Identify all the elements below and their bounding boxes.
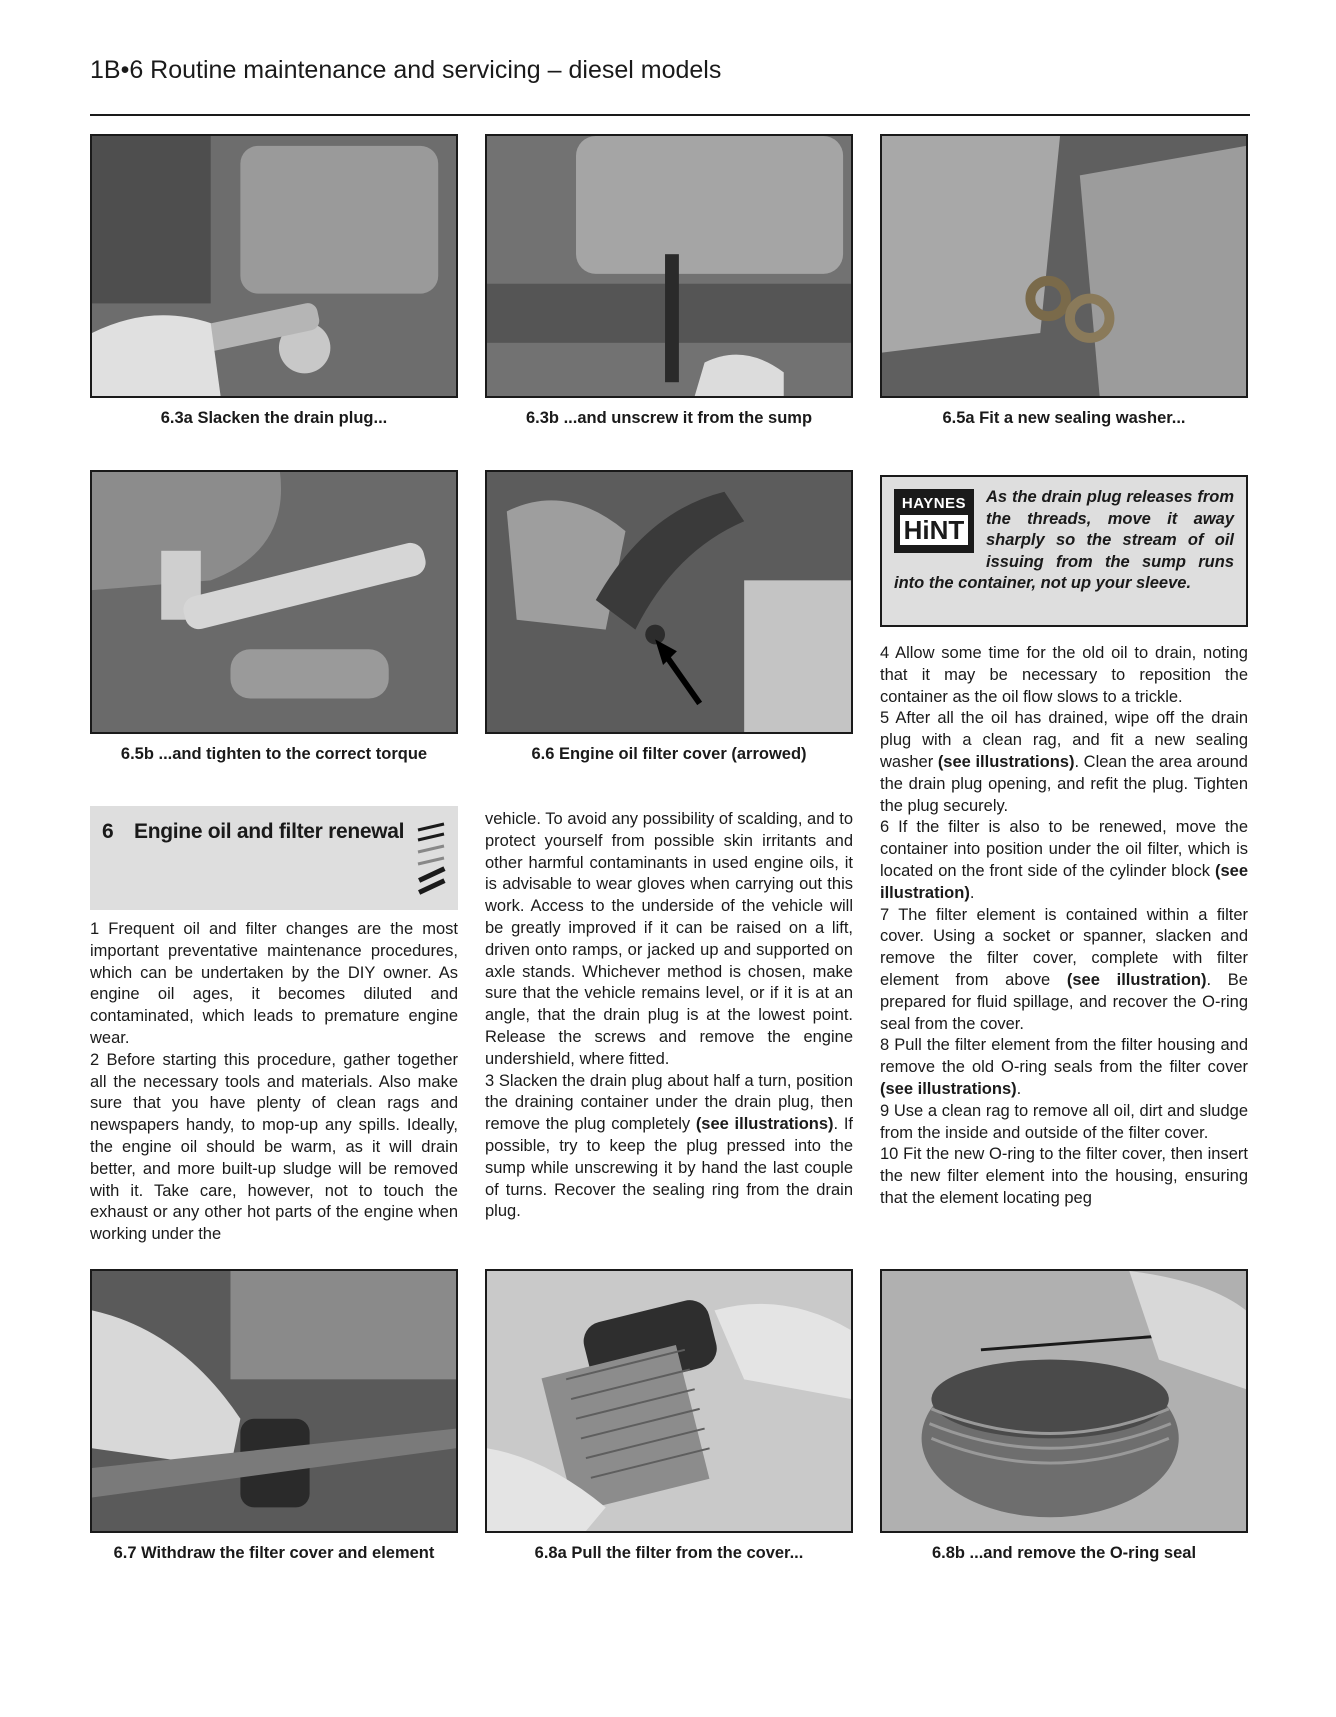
paragraph-8-text-end: . bbox=[1016, 1079, 1022, 1098]
haynes-hint-box bbox=[880, 475, 1248, 627]
caption-6-7: 6.7 Withdraw the filter cover and element bbox=[113, 1544, 435, 1562]
paragraph-3-text: 3 Slacken the drain plug about half a turn, position the draining container under the drain plug, then remove the plug completely bbox=[485, 1071, 853, 1134]
paragraph-8-text: 8 Pull the filter element from the filter housing and remove the old O-ring seals from the filter cover bbox=[880, 1036, 1248, 1077]
photo-6-3a bbox=[90, 134, 458, 398]
paragraph-7-text: 7 The filter element is contained within a filter cover. Using a socket or spanner, slacken and remove the filter cover, complete with filter element from above bbox=[880, 905, 1248, 989]
header-rule bbox=[90, 114, 1250, 116]
paragraph-8 bbox=[880, 1035, 1248, 1100]
paragraph-1: 1 Frequent oil and filter changes are the most important preventative maintenance procedures, which can be undertaken by the DIY owner. As engine oil ages, it becomes diluted and contaminated, which leads to premature engine wear. bbox=[90, 920, 458, 1047]
paragraph-6-text-end: . bbox=[969, 883, 975, 902]
paragraph-5-text-end: . Clean the area around the drain plug opening, and refit the plug. Tighten the plug securely. bbox=[880, 752, 1248, 815]
caption-6-8b: 6.8b ...and remove the O-ring seal bbox=[931, 1544, 1197, 1562]
hint-logo-bottom: HiNT bbox=[900, 515, 968, 545]
photo-6-6 bbox=[485, 470, 853, 734]
paragraph-2-continued: vehicle. To avoid any possibility of scalding, and to protect yourself from possible skin irritants and other harmful contaminants in used engine oils, it is advisable to wear gloves when carrying out this work. Access to the underside of the vehicle will be greatly improved if it can be raised on a lift, driven onto ramps, or jacked up and supported on axle stands. Whichever method is chosen, make sure that the vehicle remains level, or if it is at an angle, that the drain plug is at the lowest point. Release the screws and remove the engine undershield, where fitted. bbox=[485, 810, 853, 1068]
hint-logo-top: HAYNES bbox=[901, 495, 967, 512]
paragraph-7-text-end: . Be prepared for fluid spillage, and recover the O-ring seal from the cover. bbox=[880, 970, 1248, 1033]
paragraph-8-reference: (see illustrations) bbox=[880, 1079, 1017, 1098]
section-number: 6 bbox=[102, 820, 114, 843]
paragraph-4: 4 Allow some time for the old oil to drain, noting that it may be necessary to reposition the container as the oil flow slows to a trickle. bbox=[880, 644, 1248, 706]
paragraph-3-text-end: . If possible, try to keep the plug pressed into the sump while unscrewing it by hand the last couple of turns. Recover the sealing ring from the drain plug. bbox=[485, 1115, 853, 1221]
text-column-middle bbox=[485, 809, 853, 1223]
photo-6-8b bbox=[880, 1269, 1248, 1533]
paragraph-3-reference: (see illustrations) bbox=[695, 1115, 834, 1134]
paragraph-6-reference: (see illustration) bbox=[880, 861, 1248, 902]
photo-6-5b bbox=[90, 470, 458, 734]
photo-6-3b bbox=[485, 134, 853, 398]
spanners-difficulty-icon bbox=[414, 820, 450, 900]
caption-6-6: 6.6 Engine oil filter cover (arrowed) bbox=[531, 745, 807, 763]
paragraph-5-text: 5 After all the oil has drained, wipe off the drain plug with a clean rag, and fit a new sealing washer bbox=[880, 709, 1248, 771]
section-title: Engine oil and filter renewal bbox=[134, 820, 405, 843]
paragraph-5 bbox=[880, 708, 1248, 817]
photo-6-8a bbox=[485, 1269, 853, 1533]
section-heading-box bbox=[90, 806, 458, 910]
text-column-left bbox=[90, 919, 458, 1246]
text-column-right bbox=[880, 643, 1248, 1210]
paragraph-2: 2 Before starting this procedure, gather together all the necessary tools and materials. Also make sure that you have plenty of clean rags and newspapers handy, to mop-up any spills. Ideally, the engine oil should be warm, as it will drain better, and more built-up sludge will be removed with it. Take care, however, not to touch the exhaust or any other hot parts of the engine when working under the bbox=[90, 1050, 458, 1244]
caption-6-8a: 6.8a Pull the filter from the cover... bbox=[534, 1544, 804, 1562]
hint-text: As the drain plug releases from the threads, move it away sharply so the stream of oil issuing from the sump runs into the container, not up your sleeve. bbox=[894, 488, 1234, 592]
paragraph-6-text: 6 If the filter is also to be renewed, move the container into position under the oil filter, which is located on the front side of the cylinder block bbox=[880, 818, 1248, 880]
paragraph-9: 9 Use a clean rag to remove all oil, dirt and sludge from the inside and outside of the filter cover. bbox=[880, 1101, 1248, 1142]
caption-6-5b: 6.5b ...and tighten to the correct torque bbox=[120, 745, 428, 763]
page-header: 1B•6 Routine maintenance and servicing – diesel models bbox=[90, 56, 722, 84]
paragraph-7 bbox=[880, 905, 1248, 1036]
paragraph-3 bbox=[485, 1071, 853, 1224]
caption-6-3a: 6.3a Slacken the drain plug... bbox=[160, 409, 388, 427]
paragraph-6 bbox=[880, 817, 1248, 904]
paragraph-10: 10 Fit the new O-ring to the filter cover, then insert the new filter element into the housing, ensuring that the element locating peg bbox=[880, 1145, 1248, 1207]
photo-6-5a bbox=[880, 134, 1248, 398]
paragraph-7-reference: (see illustration) bbox=[1066, 970, 1207, 989]
paragraph-5-reference: (see illustrations) bbox=[937, 752, 1075, 771]
photo-6-7 bbox=[90, 1269, 458, 1533]
caption-6-3b: 6.3b ...and unscrew it from the sump bbox=[525, 409, 813, 427]
caption-6-5a: 6.5a Fit a new sealing washer... bbox=[942, 409, 1186, 427]
